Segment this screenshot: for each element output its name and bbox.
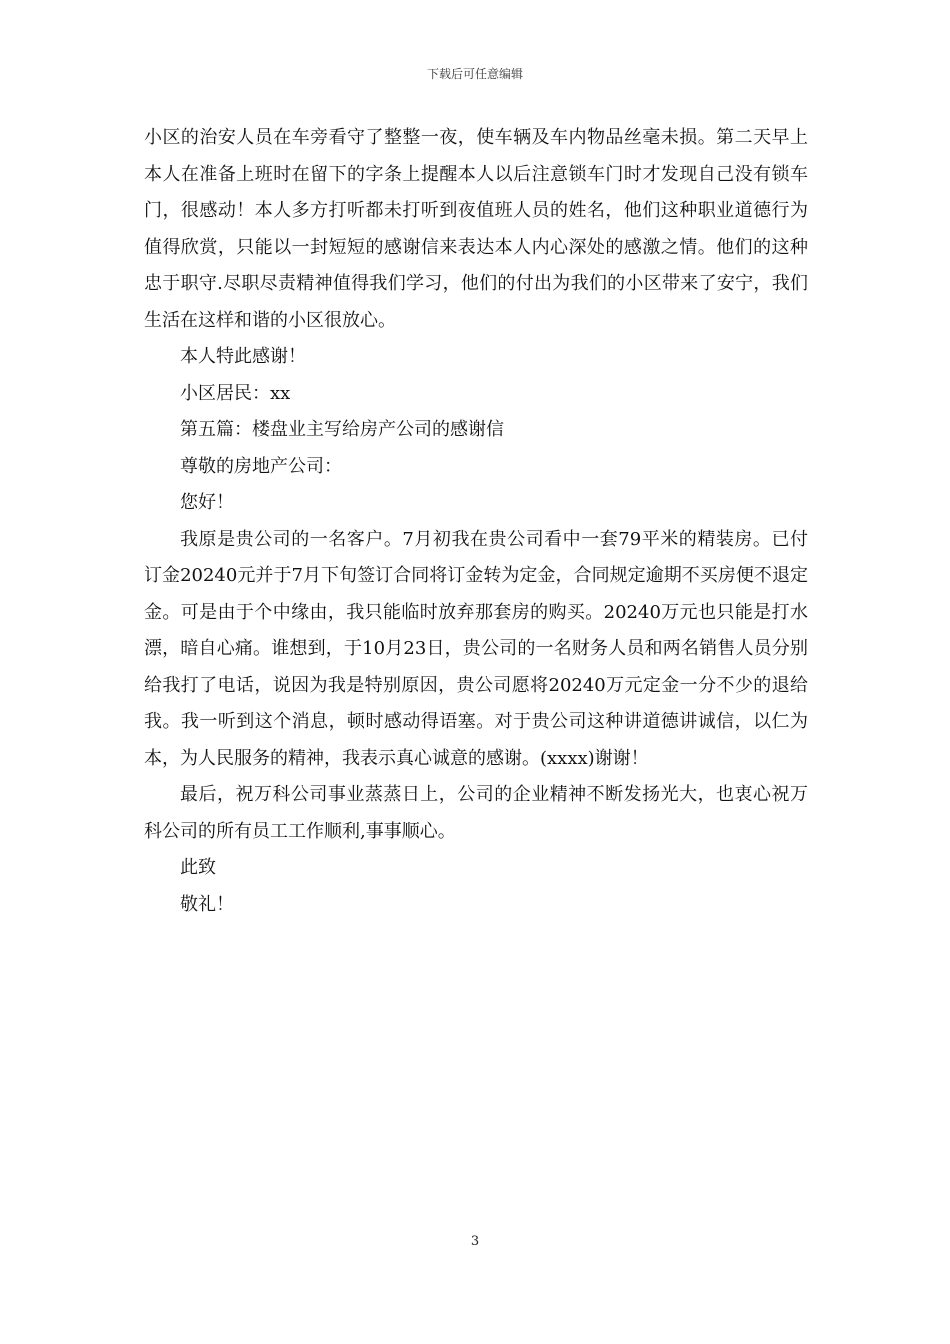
paragraph-continued-letter: 小区的治安人员在车旁看守了整整一夜，使车辆及车内物品丝毫未损。第二天早上本人在准备上班时在留下的字条上提醒本人以后注意锁车门时才发现自己没有锁车门，很感动！本人多方打听都未打听到夜值班人员的姓名，他们这种职业道德行为值得欣赏，只能以一封短短的感谢信来表达本人内心深处的感激之情。他们的这种忠于职守.尽职尽责精神值得我们学习，他们的付出为我们的小区带来了安宁，我们生活在这样和谐的小区很放心。 — [144, 127, 808, 331]
paragraph-signature: 小区居民：xx — [180, 382, 291, 404]
document-body — [144, 120, 808, 923]
page-header: 下载后可任意编辑 — [426, 67, 523, 81]
salutation: 尊敬的房地产公司： — [180, 455, 342, 477]
paragraph-thanks: 本人特此感谢！ — [180, 346, 306, 367]
closing-jing-li: 敬礼！ — [180, 893, 234, 915]
greeting: 您好！ — [180, 492, 234, 513]
paragraph-closing-wishes: 最后，祝万科公司事业蒸蒸日上，公司的企业精神不断发扬光大，也衷心祝万科公司的所有员工工作顺利,事事顺心。 — [144, 784, 808, 842]
paragraph-main-letter: 我原是贵公司的一名客户。7月初我在贵公司看中一套79平米的精装房。已付订金20240元并于7月下旬签订合同将订金转为定金，合同规定逾期不买房便不退定金。可是由于个中缘由，我只能临时放弃那套房的购买。20240万元也只能是打水漂，暗自心痛。谁想到，于10月23日，贵公司的一名财务人员和两名销售人员分别给我打了电话，说因为我是特别原因，贵公司愿将20240万元定金一分不少的退给我。我一听到这个消息，顿时感动得语塞。对于贵公司这种讲道德讲诚信，以仁为本，为人民服务的精神，我表示真心诚意的感谢。(xxxx)谢谢！ — [144, 528, 808, 769]
page-number: 3 — [470, 1234, 480, 1249]
closing-ci-zhi: 此致 — [180, 857, 216, 878]
section-title: 第五篇：楼盘业主写给房产公司的感谢信 — [180, 419, 504, 440]
